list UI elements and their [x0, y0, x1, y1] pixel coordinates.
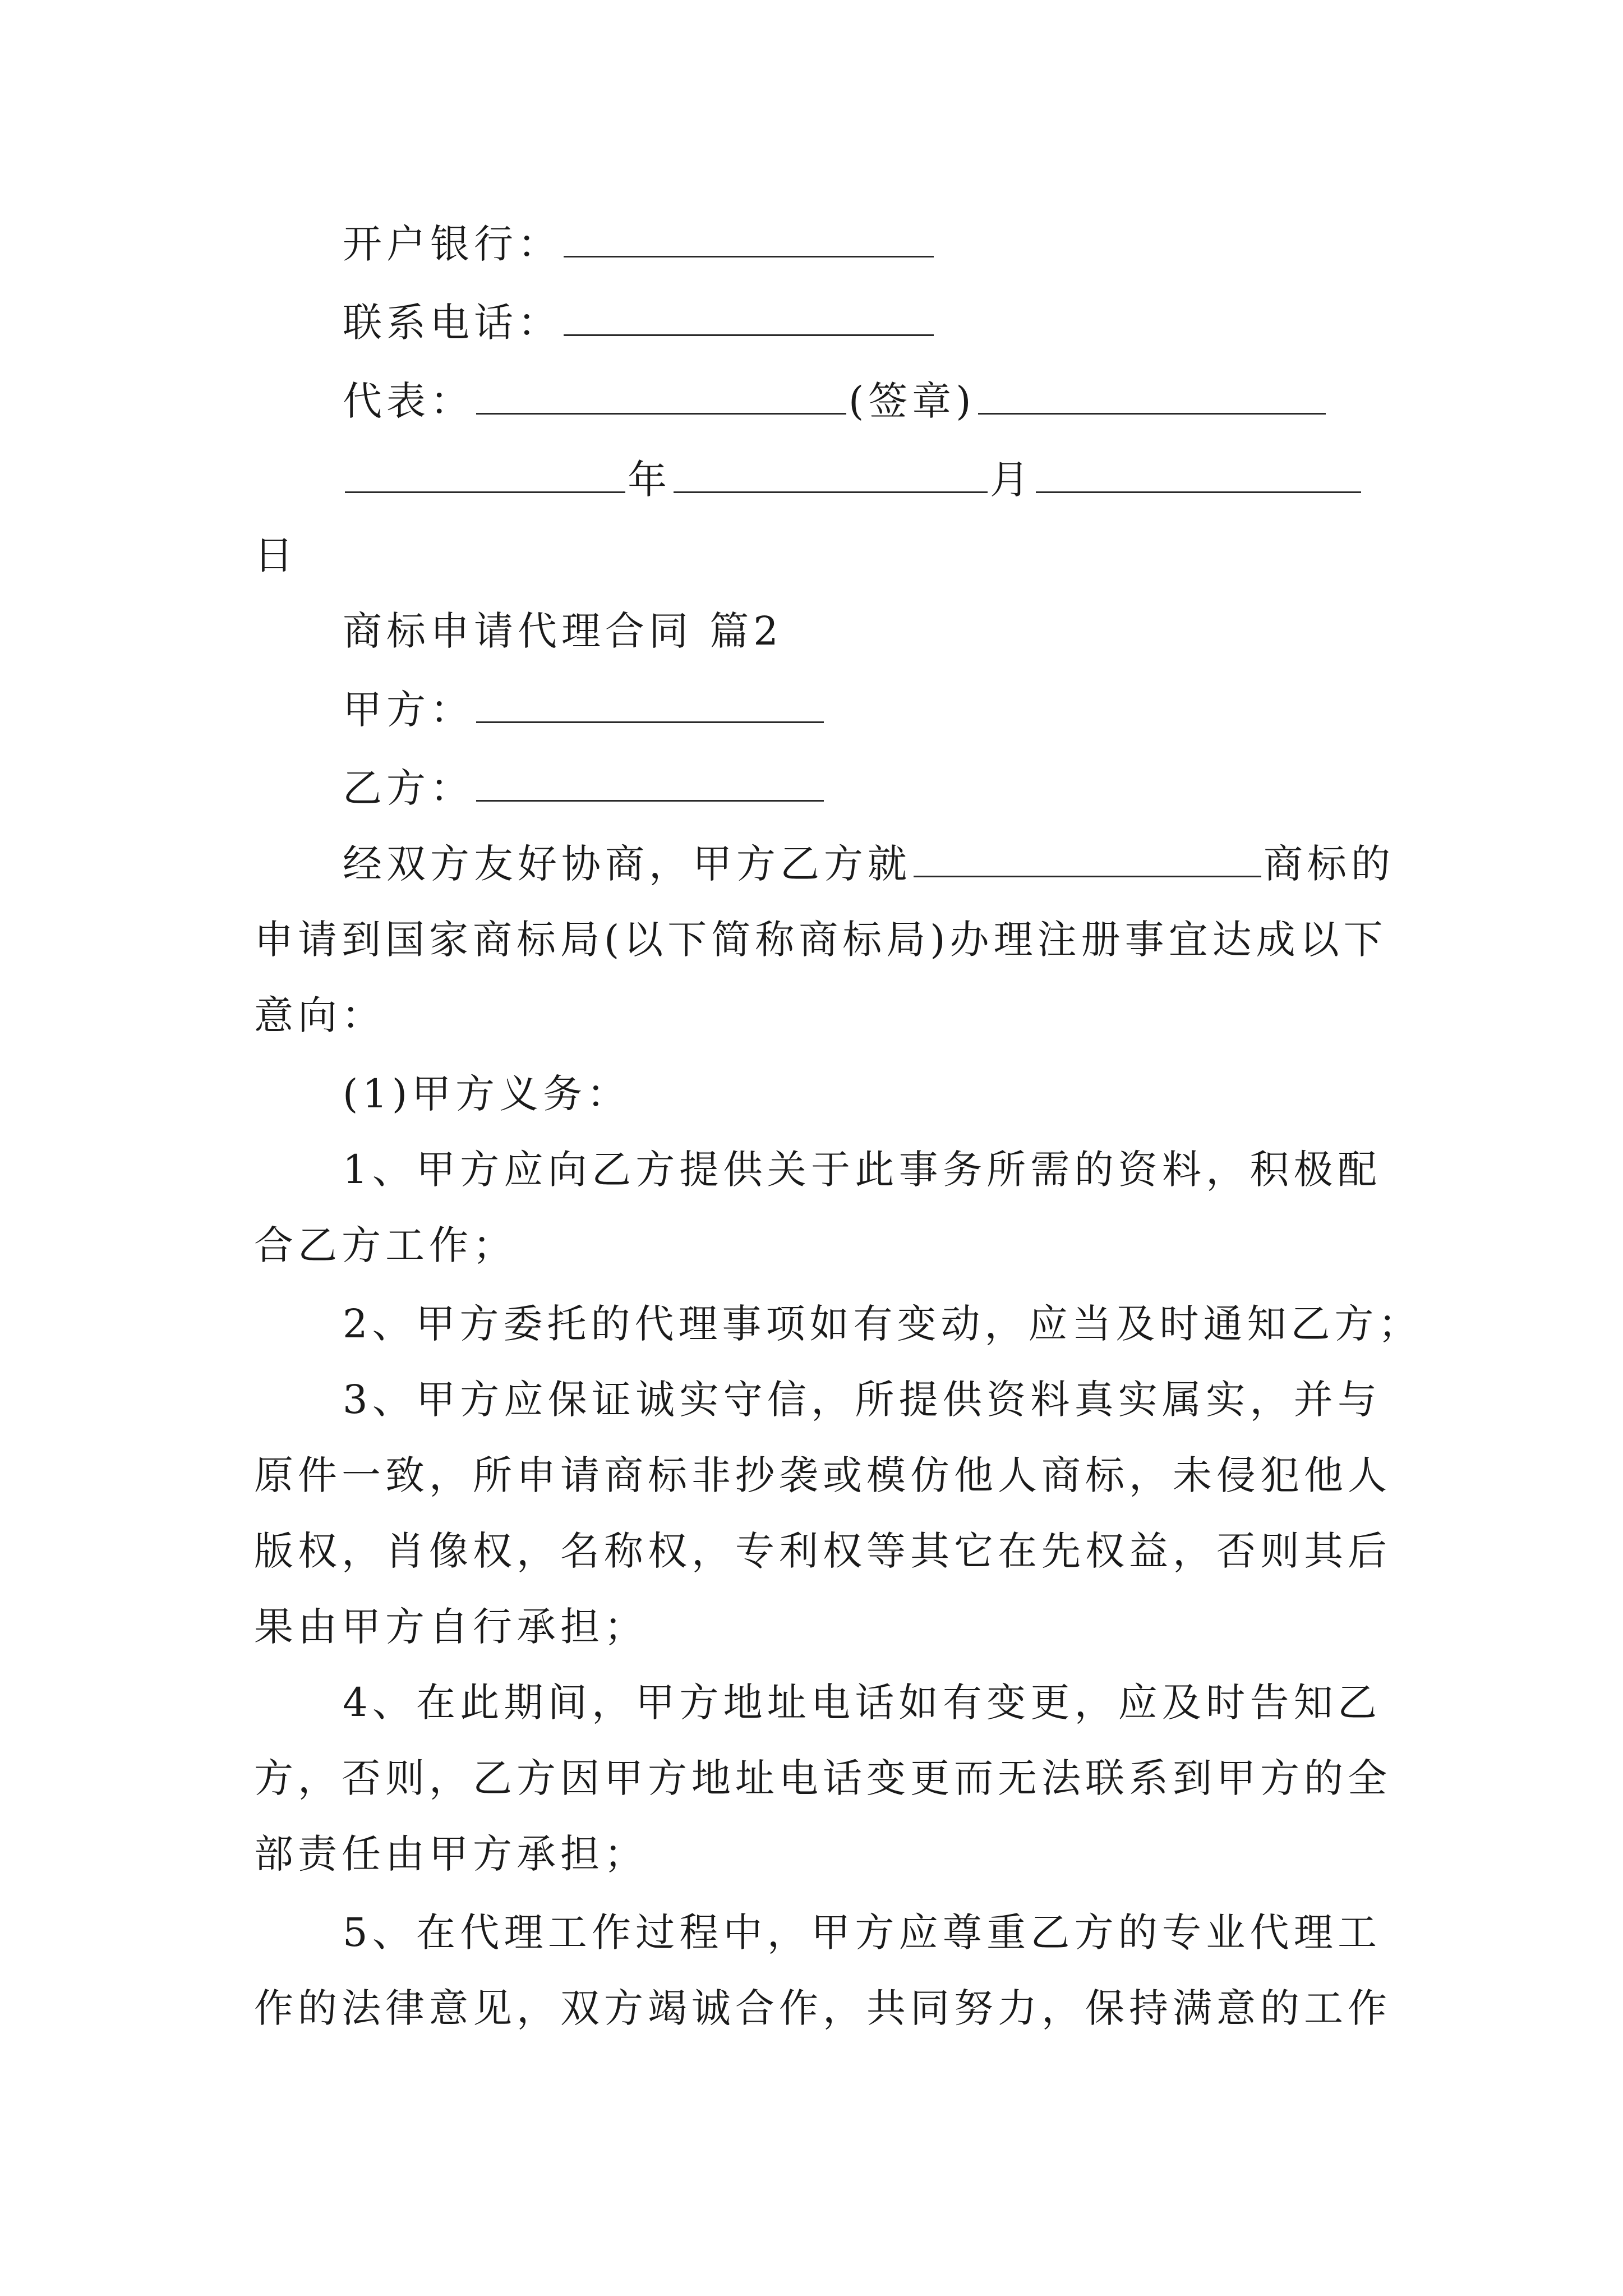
clause-text: 部责任由甲方承担；	[254, 1831, 648, 1877]
phone-line	[254, 283, 1381, 362]
bank-line	[254, 205, 1381, 283]
clause-line	[254, 1436, 1391, 1515]
paragraph-text: 经双方友好协商，甲方乙方就	[343, 841, 911, 887]
clause-text: 原件一致，所申请商标非抄袭或模仿他人商标，未侵犯他人	[254, 1452, 1391, 1498]
representative-blank[interactable]	[476, 379, 846, 415]
day-line	[254, 516, 1381, 595]
party-b-blank[interactable]	[476, 766, 824, 802]
clause-line	[254, 1130, 1381, 1209]
party-b-line	[254, 749, 1381, 827]
paragraph-line	[254, 976, 1381, 1055]
phone-label: 联系电话：	[343, 300, 561, 346]
clause-line	[254, 1815, 1381, 1893]
clause-line	[254, 1663, 1381, 1742]
trademark-name-blank[interactable]	[914, 842, 1261, 877]
representative-line	[254, 362, 1381, 440]
clause-text: 5、在代理工作过程中，甲方应尊重乙方的专业代理工	[343, 1910, 1381, 1955]
bank-blank[interactable]	[564, 222, 934, 257]
year-label: 年	[628, 457, 671, 503]
party-a-line	[254, 670, 1381, 749]
clause-text: 4、在此期间，甲方地址电话如有变更，应及时告知乙	[343, 1680, 1381, 1726]
clause-line	[254, 1512, 1391, 1590]
contract-title	[254, 592, 1381, 670]
year-blank[interactable]	[345, 458, 625, 493]
section-heading	[254, 1055, 1381, 1133]
clause-text: 方，否则，乙方因甲方地址电话变更而无法联系到甲方的全	[254, 1755, 1391, 1801]
clause-text: 版权，肖像权，名称权，专利权等其它在先权益，否则其后	[254, 1528, 1391, 1574]
seal-label: (签章)	[849, 378, 976, 424]
day-blank[interactable]	[1036, 458, 1361, 493]
party-a-blank[interactable]	[476, 688, 824, 723]
party-a-label: 甲方：	[343, 687, 474, 733]
section-heading-text: (1)甲方义务：	[343, 1071, 631, 1117]
day-label: 日	[254, 532, 298, 578]
month-label: 月	[990, 457, 1034, 503]
clause-line	[254, 1206, 1381, 1285]
month-blank[interactable]	[674, 458, 988, 493]
clause-line	[254, 1893, 1381, 1972]
party-b-label: 乙方：	[343, 765, 474, 811]
clause-text: 合乙方工作；	[254, 1222, 517, 1268]
seal-blank[interactable]	[978, 379, 1326, 415]
clause-line	[254, 1360, 1381, 1439]
clause-line	[254, 1739, 1391, 1818]
clause-text: 1、甲方应向乙方提供关于此事务所需的资料，积极配	[343, 1147, 1381, 1193]
paragraph-line	[254, 825, 1395, 903]
clause-text: 2、甲方委托的代理事项如有变动，应当及时通知乙方；	[343, 1301, 1422, 1347]
clause-text: 果由甲方自行承担；	[254, 1604, 648, 1650]
paragraph-text: 申请到国家商标局(以下简称商标局)办理注册事宜达成以下	[254, 917, 1387, 963]
contract-title-text: 商标申请代理合同 篇2	[343, 608, 783, 654]
clause-text: 作的法律意见，双方竭诚合作，共同努力，保持满意的工作	[254, 1985, 1391, 2031]
phone-blank[interactable]	[564, 301, 934, 336]
bank-label: 开户银行：	[343, 221, 561, 267]
clause-line	[254, 1588, 1381, 1666]
clause-text: 3、甲方应保证诚实守信，所提供资料真实属实，并与	[343, 1377, 1381, 1423]
paragraph-text: 商标的	[1264, 841, 1395, 887]
representative-label: 代表：	[343, 378, 474, 424]
paragraph-line	[254, 900, 1387, 979]
date-line	[254, 440, 1381, 519]
clause-line	[254, 1285, 1422, 1363]
clause-line	[254, 1969, 1391, 2047]
paragraph-text: 意向：	[254, 992, 385, 1038]
